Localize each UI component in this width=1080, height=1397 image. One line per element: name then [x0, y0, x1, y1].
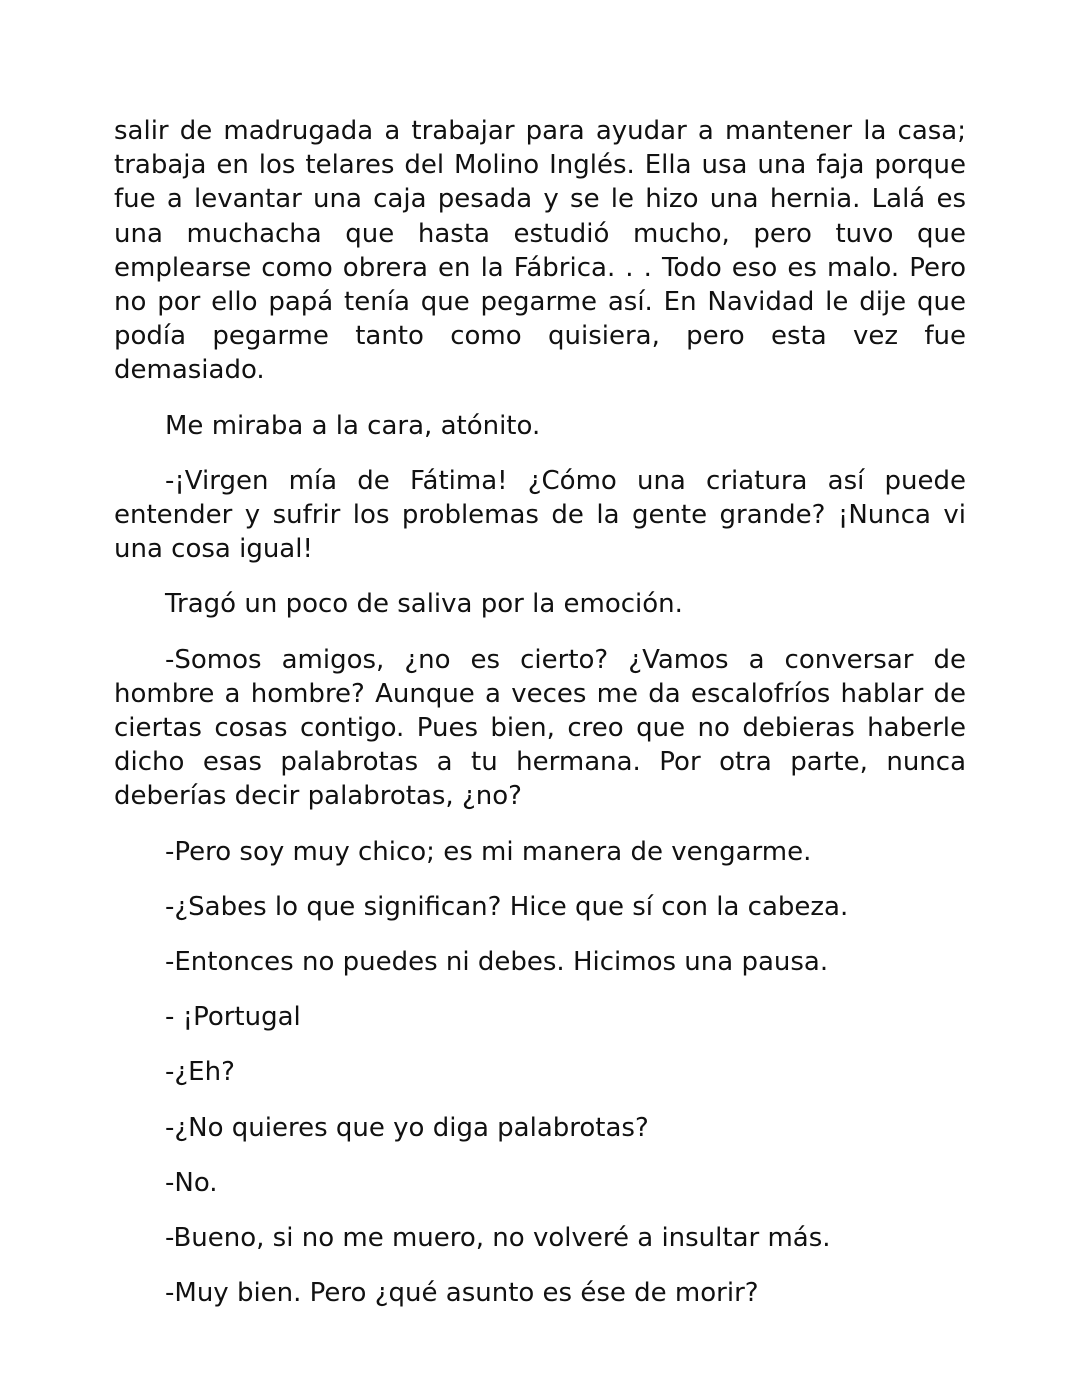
paragraph-dialogue: -Entonces no puedes ni debes. Hicimos una pausa.: [165, 947, 829, 978]
paragraph-narration: Me miraba a la cara, atónito.: [165, 410, 541, 441]
paragraph-dialogue: -Somos amigos, ¿no es cierto? ¿Vamos a conversar de hombre a hombre? Aunque a veces me da escalofríos hablar de ciertas cosas contigo. Pues bien, creo que no debieras haberle dicho esas palabrotas a tu hermana. Por otra parte, nunca deberías decir palabrotas, ¿no?: [114, 644, 966, 812]
book-page: [114, 114, 966, 1331]
paragraph-dialogue: -¿No quieres que yo diga palabrotas?: [165, 1112, 649, 1143]
paragraph-narration: Tragó un poco de saliva por la emoción.: [165, 589, 683, 620]
paragraph-dialogue: -Bueno, si no me muero, no volveré a insultar más.: [165, 1223, 831, 1254]
paragraph-dialogue: -¿Eh?: [165, 1057, 235, 1088]
paragraph-continuation: salir de madrugada a trabajar para ayudar a mantener la casa; trabaja en los telares del Molino Inglés. Ella usa una faja porque fue a levantar una caja pesada y se le hizo una hernia. Lalá es una muchacha que hasta estudió mucho, pero tuvo que emplearse como obrera en la Fábrica. . . Todo eso es malo. Pero no por ello papá tenía que pegarme así. En Navidad le dije que podía pegarme tanto como quisiera, pero esta vez fue demasiado.: [114, 116, 966, 386]
paragraph-dialogue: -¡Virgen mía de Fátima! ¿Cómo una criatura así puede entender y sufrir los problemas de la gente grande? ¡Nunca vi una cosa igual!: [114, 465, 966, 565]
paragraph-dialogue: -Pero soy muy chico; es mi manera de vengarme.: [165, 836, 812, 867]
paragraph-dialogue: -Muy bien. Pero ¿qué asunto es ése de morir?: [165, 1278, 759, 1309]
paragraph-dialogue: -¿Sabes lo que significan? Hice que sí con la cabeza.: [165, 891, 849, 922]
paragraph-dialogue: -No.: [165, 1167, 218, 1198]
paragraph-dialogue: - ¡Portugal: [165, 1002, 301, 1033]
